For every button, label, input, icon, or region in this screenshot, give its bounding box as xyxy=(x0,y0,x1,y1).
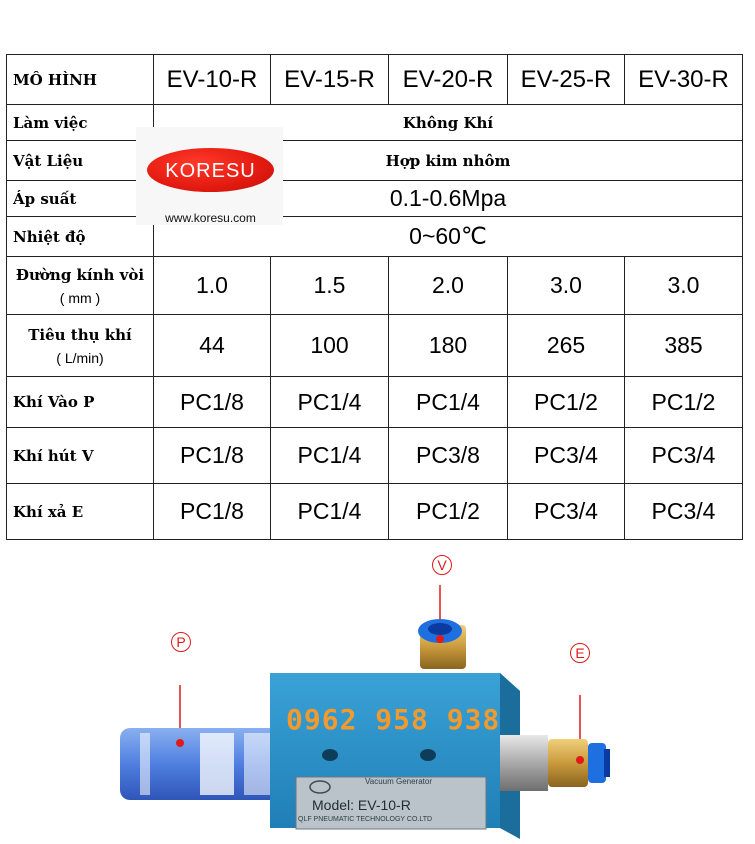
port-v-label: V xyxy=(432,555,452,575)
inlet-row xyxy=(7,377,743,428)
consumption-label-cell xyxy=(7,315,154,377)
temperature-row xyxy=(7,217,743,257)
exhaust-value: PC1/4 xyxy=(271,484,389,540)
suction-value: PC3/8 xyxy=(389,428,508,484)
suction-label: Khí hút V xyxy=(7,428,154,484)
inlet-value: PC1/8 xyxy=(154,377,271,428)
suction-value: PC3/4 xyxy=(625,428,743,484)
exhaust-value: PC3/4 xyxy=(625,484,743,540)
phone-watermark: 0962 958 938 xyxy=(286,703,501,736)
inlet-label: Khí Vào P xyxy=(7,377,154,428)
working-label: Làm việc xyxy=(7,105,154,141)
inlet-value: PC1/4 xyxy=(389,377,508,428)
header-row xyxy=(7,55,743,105)
model-ev-15-r: EV-15-R xyxy=(271,55,389,105)
logo-brand: KORESU xyxy=(165,160,256,182)
plate-title: Vacuum Generator xyxy=(365,777,432,786)
exhaust-row xyxy=(7,484,743,540)
koresu-logo xyxy=(136,127,283,225)
suction-fitting-icon xyxy=(418,619,466,669)
nozzle-value: 3.0 xyxy=(508,257,625,315)
port-p-label: P xyxy=(171,632,191,652)
exhaust-value: PC3/4 xyxy=(508,484,625,540)
nozzle-value: 3.0 xyxy=(625,257,743,315)
spec-table xyxy=(6,54,743,540)
material-row xyxy=(7,141,743,181)
exhaust-fitting-icon xyxy=(500,735,610,791)
exhaust-value: PC1/8 xyxy=(154,484,271,540)
product-image xyxy=(0,545,755,839)
nozzle-value: 2.0 xyxy=(389,257,508,315)
suction-value: PC1/8 xyxy=(154,428,271,484)
pressure-label: Áp suất xyxy=(7,181,154,217)
model-header-label: MÔ HÌNH xyxy=(7,55,154,105)
consumption-unit: ( L/min) xyxy=(56,349,104,366)
temperature-value: 0~60℃ xyxy=(154,217,743,257)
consumption-row xyxy=(7,315,743,377)
working-value: Không Khí xyxy=(154,105,743,141)
model-ev-30-r: EV-30-R xyxy=(625,55,743,105)
nozzle-unit: ( mm ) xyxy=(59,289,101,306)
nozzle-row xyxy=(7,257,743,315)
exhaust-value: PC1/2 xyxy=(389,484,508,540)
consumption-value: 180 xyxy=(389,315,508,377)
nozzle-label-cell xyxy=(7,257,154,315)
plate-company: QLF PNEUMATIC TECHNOLOGY CO.LTD xyxy=(298,816,433,823)
port-e-label: E xyxy=(570,643,590,663)
consumption-value: 100 xyxy=(271,315,389,377)
logo-url: www.koresu.com xyxy=(165,211,256,225)
model-ev-25-r: EV-25-R xyxy=(508,55,625,105)
silencer-icon xyxy=(120,728,280,800)
suction-value: PC3/4 xyxy=(508,428,625,484)
inlet-value: PC1/2 xyxy=(625,377,743,428)
suction-value: PC1/4 xyxy=(271,428,389,484)
inlet-value: PC1/2 xyxy=(508,377,625,428)
plate-model: Model: EV-10-R xyxy=(312,797,411,813)
inlet-value: PC1/4 xyxy=(271,377,389,428)
model-ev-10-r: EV-10-R xyxy=(154,55,271,105)
nozzle-value: 1.5 xyxy=(271,257,389,315)
consumption-value: 385 xyxy=(625,315,743,377)
nozzle-value: 1.0 xyxy=(154,257,271,315)
pressure-row xyxy=(7,181,743,217)
suction-row xyxy=(7,428,743,484)
working-row xyxy=(7,105,743,141)
pressure-value: 0.1-0.6Mpa xyxy=(154,181,743,217)
temperature-label: Nhiệt độ xyxy=(7,217,154,257)
material-value: Hợp kim nhôm xyxy=(154,141,743,181)
exhaust-label: Khí xả E xyxy=(7,484,154,540)
model-ev-20-r: EV-20-R xyxy=(389,55,508,105)
consumption-value: 44 xyxy=(154,315,271,377)
vacuum-generator-illustration xyxy=(0,545,755,839)
nozzle-label: Đường kính vòi xyxy=(15,265,145,284)
material-label: Vật Liệu xyxy=(7,141,154,181)
consumption-label: Tiêu thụ khí xyxy=(28,325,132,344)
consumption-value: 265 xyxy=(508,315,625,377)
